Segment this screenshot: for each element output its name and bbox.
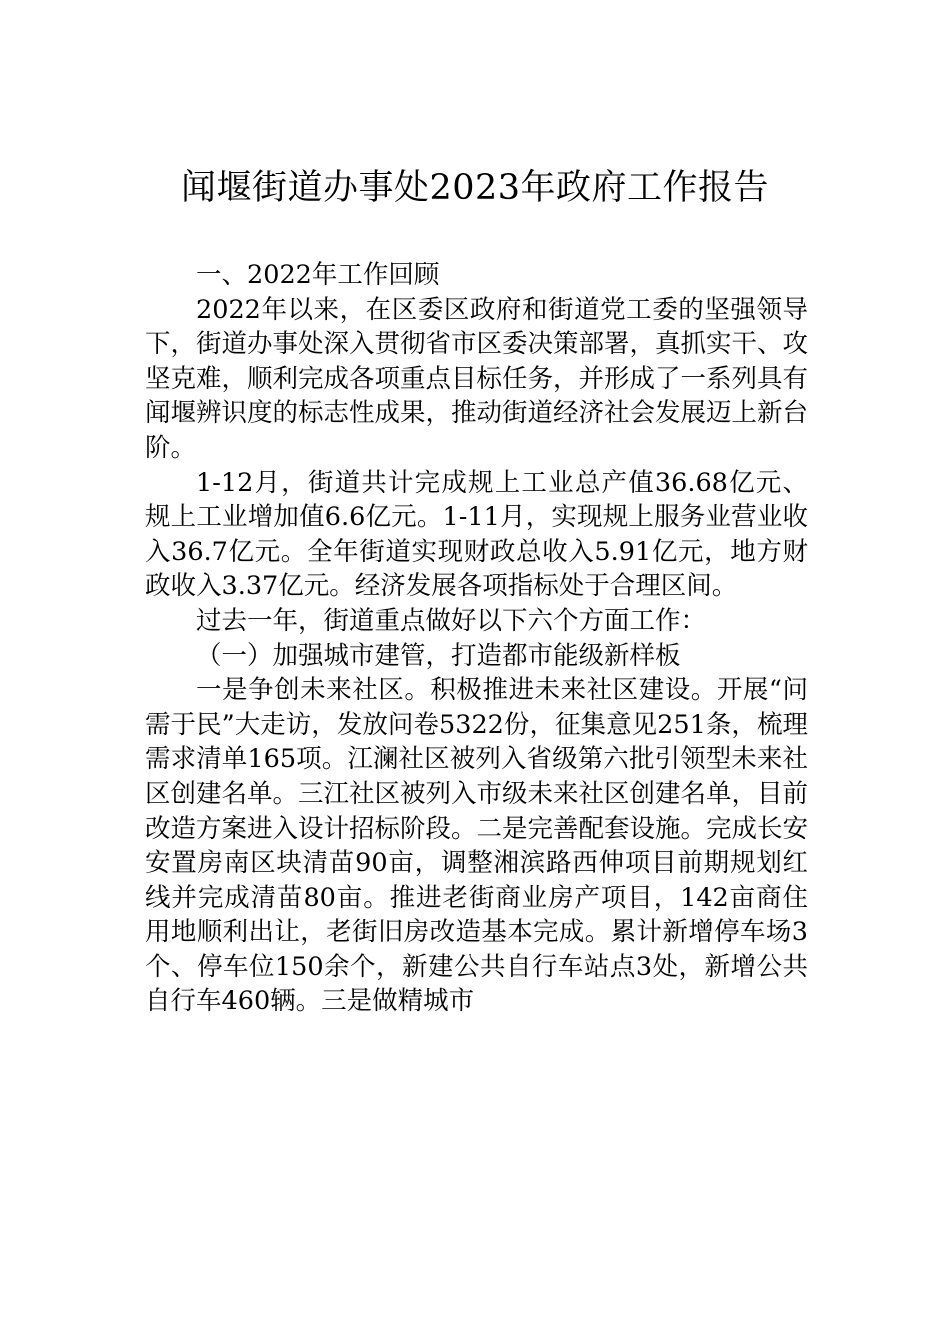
paragraph-six-areas-intro: 过去一年，街道重点做好以下六个方面工作： bbox=[196, 605, 707, 636]
paragraph-economic-figures: 1-12月，街道共计完成规上工业总产值36.68亿元、规上工业增加值6.6亿元。1-11月，实现规上服务业营业收入36.7亿元。全年街道实现财政总收入5.91亿元，地方财政收入3.37亿元。经济发展各项指标处于合理区间。 bbox=[145, 467, 808, 602]
document-title: 闻堰街道办事处2023年政府工作报告 bbox=[180, 168, 770, 208]
section-heading-review: 一、2022年工作回顾 bbox=[196, 260, 440, 290]
subsection-heading-urban: （一）加强城市建管，打造都市能级新样板 bbox=[196, 640, 681, 671]
paragraph-urban-details: 一是争创未来社区。积极推进未来社区建设。开展“问需于民”大走访，发放问卷5322份，征集意见251条，梳理需求清单165项。江澜社区被列入省级第六批引领型未来社区创建名单。三江社区被列入市级未来社区创建名单，目前改造方案进入设计招标阶段。二是完善配套设施。完成长安安置房南区块清苗90亩，调整湘滨路西伸项目前期规划红线并完成清苗80亩。推进老街商业房产项目，142亩商住用地顺利出让，老街旧房改造基本完成。累计新增停车场3个、停车位150余个，新建公共自行车站点3处，新增公共自行车460辆。三是做精城市 bbox=[145, 675, 809, 1017]
paragraph-overview: 2022年以来，在区委区政府和街道党工委的坚强领导下，街道办事处深入贯彻省市区委决策部署，真抓实干、攻坚克难，顺利完成各项重点目标任务，并形成了一系列具有闻堰辨识度的标志性成果，推动街道经济社会发展迈上新台阶。 bbox=[145, 294, 809, 463]
document-body bbox=[145, 258, 808, 1019]
